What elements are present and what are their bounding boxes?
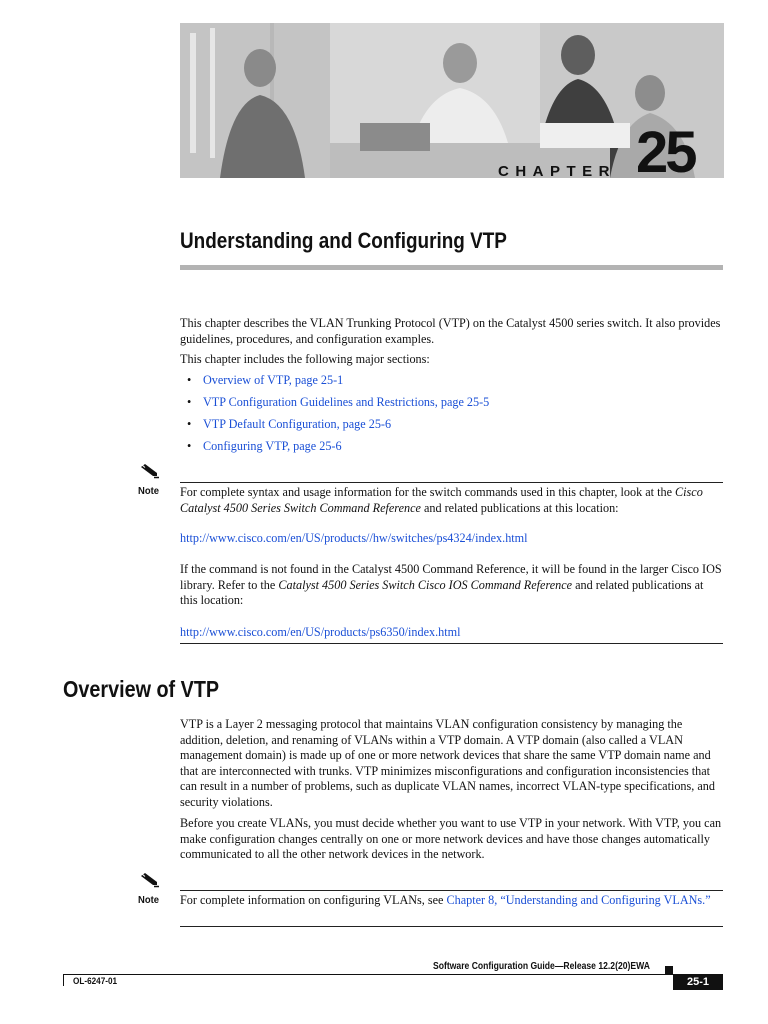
sections-intro: This chapter includes the following major sections:	[180, 352, 430, 366]
note-text: For complete information on configuring VLANs, see	[180, 893, 447, 907]
section-title-overview: Overview of VTP	[63, 676, 220, 702]
pencil-icon	[139, 464, 161, 480]
list-item	[187, 438, 489, 460]
footer-tick	[63, 974, 64, 986]
list-item	[187, 394, 489, 416]
note-label: Note	[138, 485, 160, 497]
note-vlan-text	[180, 893, 723, 909]
list-item	[187, 416, 489, 438]
bullet-icon: •	[187, 395, 192, 409]
command-reference-title: Cisco Catalyst 4500 Series Switch Command Reference	[180, 485, 703, 515]
chapter-8-link[interactable]: Chapter 8, “Understanding and Configuring VLANs.”	[446, 893, 711, 907]
note-ios-text	[180, 562, 723, 609]
ios-reference-url[interactable]: http://www.cisco.com/en/US/products/ps6350/index.html	[180, 625, 461, 639]
section-link-guidelines[interactable]: VTP Configuration Guidelines and Restrictions, page 25-5	[203, 395, 490, 409]
note-top-rule	[180, 890, 723, 891]
note-text: and related publications at this location:	[420, 500, 619, 515]
note-text: and related publications at this location:	[180, 577, 704, 608]
chapter-number: 25	[636, 120, 695, 185]
ios-reference-title: Catalyst 4500 Series Switch Cisco IOS Command Reference	[278, 577, 573, 592]
bullet-icon: •	[187, 373, 192, 387]
chapter-title: Understanding and Configuring VTP	[180, 228, 507, 253]
overview-paragraph-1: VTP is a Layer 2 messaging protocol that maintains VLAN configuration consistency by managing the addition, deletion, and renaming of VLANs within a VTP domain. A VTP domain (also called a VLAN management domain) is made up of one or more network devices that share the same VTP domain name and that are interconnected with trunks. VTP minimizes misconfigurations and configuration inconsistencies that can result in a number of problems, such as duplicate VLAN names, incorrect VLAN-type specifications, and security violations.	[180, 717, 715, 809]
note-bottom-rule	[180, 643, 723, 644]
section-list	[187, 372, 489, 460]
section-link-configuring[interactable]: Configuring VTP, page 25-6	[203, 439, 342, 453]
note-text: If the command is not found in the Catalyst 4500 Command Reference, it will be found in the larger Cisco IOS library. Refer to the	[180, 562, 722, 592]
note-syntax-text	[180, 485, 723, 516]
footer-guide-title: Software Configuration Guide—Release 12.2(20)EWA	[433, 961, 650, 972]
footer-marker	[665, 966, 673, 974]
note-text: For complete syntax and usage information for the switch commands used in this chapter, look at the	[180, 485, 676, 499]
overview-paragraph-2: Before you create VLANs, you must decide whether you want to use VTP in your network. With VTP, you can make configuration changes centrally on one or more network devices and have those changes automatically communicated to all the other network devices in the network.	[180, 816, 722, 862]
title-rule	[180, 265, 723, 270]
section-link-overview[interactable]: Overview of VTP, page 25-1	[203, 373, 344, 387]
footer-rule	[63, 974, 723, 975]
command-reference-url[interactable]: http://www.cisco.com/en/US/products//hw/switches/ps4324/index.html	[180, 531, 528, 545]
note-bottom-rule	[180, 926, 723, 927]
bullet-icon: •	[187, 417, 192, 431]
pencil-icon	[139, 873, 161, 889]
chapter-label: CHAPTER	[498, 163, 617, 180]
footer-doc-id: OL-6247-01	[73, 976, 118, 987]
list-item	[187, 372, 489, 394]
section-link-default-config[interactable]: VTP Default Configuration, page 25-6	[203, 417, 392, 431]
page-number: 25-1	[673, 974, 723, 990]
intro-paragraph: This chapter describes the VLAN Trunking Protocol (VTP) on the Catalyst 4500 series switch. It also provides guidelines, procedures, and configuration examples.	[180, 316, 721, 346]
note-top-rule	[180, 482, 723, 483]
bullet-icon: •	[187, 439, 192, 453]
note-label: Note	[138, 894, 160, 906]
